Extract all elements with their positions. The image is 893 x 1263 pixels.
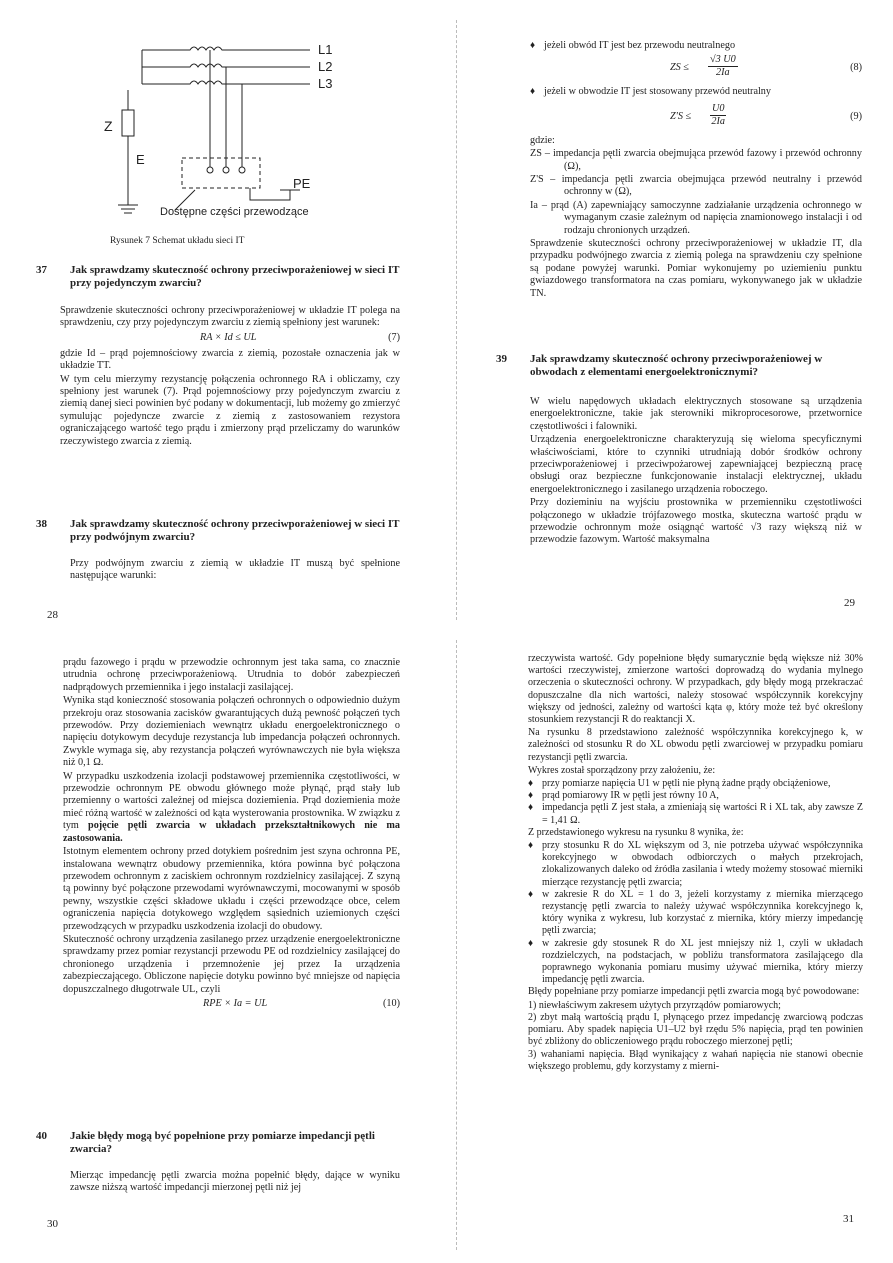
page-number: 31 — [843, 1213, 854, 1225]
definition: Z'S – impedancja pętli zwarcia obejmująca przewód neutralny i przewód ochronny w (Ω), — [530, 174, 862, 198]
paragraph — [63, 771, 400, 845]
page-gutter-top — [456, 20, 457, 620]
equation-9 — [530, 103, 862, 133]
equation-lhs: ZS ≤ — [670, 62, 689, 74]
paragraph-text: W przypadku uszkodzenia izolacji podstawowej przemiennika częstotliwości, w przewodzie ochronnym PE obwodu głównego może płynąć, prąd stały lub przemienny o wartości zależnej od miejsca doziemienia. Prąd doziemienia może mieć różną wartość w zależności od kąta wysterowania prostownika. W związku z tym — [63, 770, 400, 832]
line-l2 — [142, 64, 310, 67]
numbered-item: 1) niewłaściwym zakresem użytych przyrządów pomiarowych; — [528, 999, 781, 1011]
equation-number: (8) — [850, 62, 862, 74]
label-l2: L2 — [318, 59, 333, 74]
label-e: E — [136, 152, 145, 167]
paragraph: Przy dozieminiu na wyjściu prostownika w przemienniku częstotliwości połączonego w układzie trójfazowego mostka, skuteczna wartość prądu w przewodzie ochronnym może osiągnąć wartość √3 razy większą niż w przewodzie fazowym. Wartość maksymalna — [530, 497, 862, 546]
equation: RA × Id ≤ UL — [200, 331, 257, 343]
page-gutter-bottom — [456, 640, 457, 1250]
equation-8 — [530, 54, 862, 84]
label-l1: L1 — [318, 42, 333, 57]
numbered-item: 3) wahaniami napięcia. Błąd wynikający z wahań napięcia nie stanowi obecnie większego problemu, gdy korzystamy z mierni- — [528, 1048, 863, 1072]
bullet-item: ♦ przy pomiarze napięcia U1 w pętli nie płyną żadne prądy obciążeniowe, — [528, 778, 863, 790]
paragraph: Sprawdzenie skuteczności ochrony przeciwporażeniowej w układzie IT polega na sprawdzeniu, czy przy pojedynczym zwarciu z ziemią spełniony jest warunek: — [60, 305, 400, 329]
question-number: 39 — [496, 353, 507, 365]
definition: Ia – prąd (A) zapewniający samoczynne zadziałanie urządzenia ochronnego w wymaganym czasie zależnym od napięcia znamionowego instalacji i od rodzaju chronionych urządzeń. — [530, 199, 862, 236]
page-30-body-2 — [70, 1170, 400, 1196]
bullet-item: ♦ w zakresie R do XL = 1 do 3, jeżeli korzystamy z miernika mierzącego rezystancję pętli zwarcia to należy używać współczynnika korekcyjnego k, który wynika z wykresu, lub korzystać z miernika, który mierzy impedancję pętli zwarcia; — [528, 889, 863, 938]
bullet-item: ♦ prąd pomiarowy IR w pętli jest równy 10 A, — [528, 790, 863, 802]
paragraph: gdzie: — [530, 134, 555, 146]
line-l1 — [142, 47, 310, 50]
page-number: 30 — [47, 1218, 58, 1230]
bullet-item: ♦ jeżeli obwód IT jest bez przewodu neutralnego — [530, 40, 862, 52]
equation-number: (9) — [850, 110, 862, 122]
question-37 — [36, 264, 400, 290]
bullet-item: ♦ przy stosunku R do XL większym od 3, nie potrzeba używać współczynnika korekcyjnego w obwodach odbiorczych o małych przekrojach, zlokalizowanych daleko od źródła zasilania i wtedy możemy stosować mierniki mierzące rezystancję pętli zwarcia; — [528, 840, 863, 889]
label-l3: L3 — [318, 76, 333, 91]
page-28-body — [60, 305, 400, 449]
label-z: Z — [104, 118, 113, 134]
paragraph: gdzie Id – prąd pojemnościowy zwarcia z ziemią, pozostałe oznaczenia jak w układzie TT. — [60, 347, 400, 372]
label-accessible-parts: Dostępne części przewodzące — [160, 206, 309, 218]
equation-lhs: Z'S ≤ — [670, 110, 692, 122]
paragraph: Błędy popełniane przy pomiarze impedancji pętli zwarcia mogą być powodowane: — [528, 986, 860, 998]
question-title: Jakie błędy mogą być popełnione przy pomiarze impedancji pętli zwarcia? — [70, 1130, 375, 1155]
page-30-body — [63, 657, 400, 1014]
paragraph: Na rysunku 8 przedstawiono zależność współczynnika korekcyjnego k, w zależności od stosunku R do XL obwodu pętli zwarciowej w przypadku pomiaru rezystancji pętli zwarcia. — [528, 727, 863, 763]
equation-number: (7) — [388, 331, 400, 343]
equation-7 — [60, 332, 400, 346]
question-title: Jak sprawdzamy skuteczność ochrony przeciwporażeniowej w sieci IT przy podwójnym zwarciu? — [70, 518, 400, 543]
question-title: Jak sprawdzamy skuteczność ochrony przeciwporażeniowej w sieci IT przy pojedynczym zwarciu? — [70, 264, 400, 289]
page-number: 28 — [47, 609, 58, 621]
paragraph: Przy podwójnym zwarciu z ziemią w układzie IT muszą być spełnione następujące warunki: — [70, 558, 400, 582]
page-29-body-2 — [530, 396, 862, 548]
fraction-numerator: U0 — [712, 102, 725, 114]
paragraph: Mierząc impedancję pętli zwarcia można popełnić błędy, dające w wyniku zawsze niższą wartość impedancji mierzonej pętli niż jej — [70, 1170, 400, 1194]
paragraph: Sprawdzenie skuteczności ochrony przeciwporażeniowej w układzie IT, dla przypadku podwójnego zwarcia z ziemią polega na sprawdzeniu czy spełnione są podane powyżej warunki. Pomiar wykonujemy po uziemieniu punktu gwiazdowego transformatora na czas pomiaru, wykonywanego jak w układzie TN. — [530, 238, 862, 299]
page-28-body-2 — [70, 558, 400, 584]
label-pe: PE — [293, 176, 311, 191]
fraction-denominator: 2Ia — [711, 115, 726, 127]
page-31-body — [528, 653, 863, 1073]
fraction-numerator: √3 U0 — [710, 54, 736, 66]
paragraph: rzeczywista wartość. Gdy popełnione błędy sumarycznie będą większe niż 30% wartości rzeczywistej, zmierzone wartości doprowadzą do wydania mylnego orzeczenia o skuteczności ochrony. W przypadkach, gdy błędy mogą przekraczać dopuszczalne dla nich wartości, należy stosować współczynnik korekcyjny większy od jedności, zależny od wartości kąta φ, który może też być określony stosunkiem rezystancji R do reaktancji X. — [528, 653, 863, 726]
paragraph: Wykres został sporządzony przy założeniu, że: — [528, 764, 716, 776]
question-number: 40 — [36, 1130, 47, 1142]
paragraph: Skuteczność ochrony urządzenia zasilanego przez urządzenie energoelektroniczne sprawdzamy przez pomiar rezystancji przewodu PE od rozdzielnicy zasilającej do chronionego urządzenia i przemnożenie jej przez Ia urządzenia zabezpieczającego. Obliczone napięcie dotyku powinno być mniejsze od napięcia dopuszczalnego długotrwale UL, czyli — [63, 933, 400, 995]
bullet-item: ♦ impedancja pętli Z jest stała, a zmieniają się wartości R i XL tak, aby zawsze Z = 1,41 Ω. — [528, 802, 863, 826]
question-title: Jak sprawdzamy skuteczność ochrony przeciwporażeniowej w obwodach z elementami energoelektronicznymi? — [530, 353, 823, 378]
paragraph: prądu fazowego i prądu w przewodzie ochronnym jest taka sama, co znacznie utrudnia ochronę przeciwporażeniową. Utrudnia to dobór zabezpieczeń nadprądowych przemiennika i jego instalacji zasilającej. — [63, 657, 400, 693]
page-number: 29 — [844, 597, 855, 609]
numbered-item: 2) zbyt małą wartością prądu I, płynącego przez impedancję zwarciową podczas pomiaru. Aby spadek napięcia U1–U2 był rzędu 5% napięcia, prąd ten powinien być zbliżony do obliczeniowego prądu roboczego mierzonej pętli; — [528, 1011, 863, 1048]
bullet-item: ♦ w zakresie gdy stosunek R do XL jest mniejszy niż 1, czyli w układach rozdzielczych, na podstacjach, w pobliżu transformatora zasilającego dla poprawnego wykonania pomiaru musimy używać miernika, który mierzy impedancję pętli zwarcia. — [528, 938, 863, 987]
figure-caption: Rysunek 7 Schemat układu sieci IT — [110, 236, 245, 246]
paragraph: Urządzenia energoelektroniczne charakteryzują się wieloma specyficznymi właściwościami, które to czynniki utrudniają dobór środków ochrony przeciwporażeniowej i przeciwpożarowej zapewniającej bezpieczną pracę obsługi oraz bezpieczne funkcjonowanie instalacji elektrycznej, układu energoelektronicznego i zasilanego urządzenia roboczego. — [530, 434, 862, 495]
question-number: 38 — [36, 518, 47, 530]
question-38 — [36, 518, 400, 544]
equation: RPE × Ia = UL — [203, 997, 268, 1009]
emphasis: pojęcie pętli zwarcia w układach przekształtnikowych nie ma zastosowania. — [63, 820, 400, 844]
paragraph: W tym celu mierzymy rezystancję połączenia ochronnego RA i obliczamy, czy spełniony jest warunek (7). Prąd pojemnościowy przy pojedynczym zwarciu z ziemią danej sieci powinien być podany w dokumentacji, lub możemy go zmierzyć symulując pojedyncze zwarcie z ziemią z zastosowaniem rezystora ograniczającego wartość tego prądu i zmierzony prąd przeliczamy do warunków rzeczywistego zwarcia z ziemią. — [60, 373, 400, 447]
question-40 — [36, 1130, 400, 1156]
paragraph: W wielu napędowych układach elektrycznych stosowane są urządzenia energoelektroniczne, takie jak sterowniki mikroprocesorowe, przetwornice częstotliwości i falowniki. — [530, 396, 862, 432]
paragraph: Wynika stąd konieczność stosowania połączeń ochronnych o odpowiednio dużym przekroju oraz stosowania zacisków gwarantujących dużą pewność połączeń tych przewodów. Przy doziemieniach wewnątrz układu energoelektronicznego o napięciu dotykowym decyduje rezystancja lub impedancja połączeń ochronnych. Zwykle wymaga się, aby rezystancja połączeń wyrównawczych nie była większa niż 0,1 Ω. — [63, 695, 400, 769]
page-29-body — [530, 40, 862, 301]
equation-10 — [63, 998, 400, 1012]
question-39 — [496, 353, 862, 379]
question-number: 37 — [36, 264, 47, 276]
paragraph: Z przedstawionego wykresu na rysunku 8 wynika, że: — [528, 826, 744, 838]
equation-number: (10) — [383, 997, 400, 1009]
paragraph: Istotnym elementem ochrony przed dotykiem pośrednim jest szyna ochronna PE, instalowana wewnątrz obudowy przemiennika, która powinna być połączona przewodem ochronnym z zaciskiem ochronnym rozdzielnicy zasilającej. Z szyną tą powinny być połączone przewodami wyrównawczymi, mocowanymi w sposób pewny, wszystkie części składowe układu i części przewodzące obce, celem ograniczenia napięcia dotykowego względem sąsiednich uziemionych części przewodzących w przypadku uszkodzenia izolacji do obudowy. — [63, 846, 400, 932]
bullet-item: ♦ jeżeli w obwodzie IT jest stosowany przewód neutralny — [530, 86, 862, 98]
fraction-denominator: 2Ia — [716, 67, 730, 79]
definition: ZS – impedancja pętli zwarcia obejmująca przewód fazowy i przewód ochronny (Ω), — [530, 148, 862, 172]
